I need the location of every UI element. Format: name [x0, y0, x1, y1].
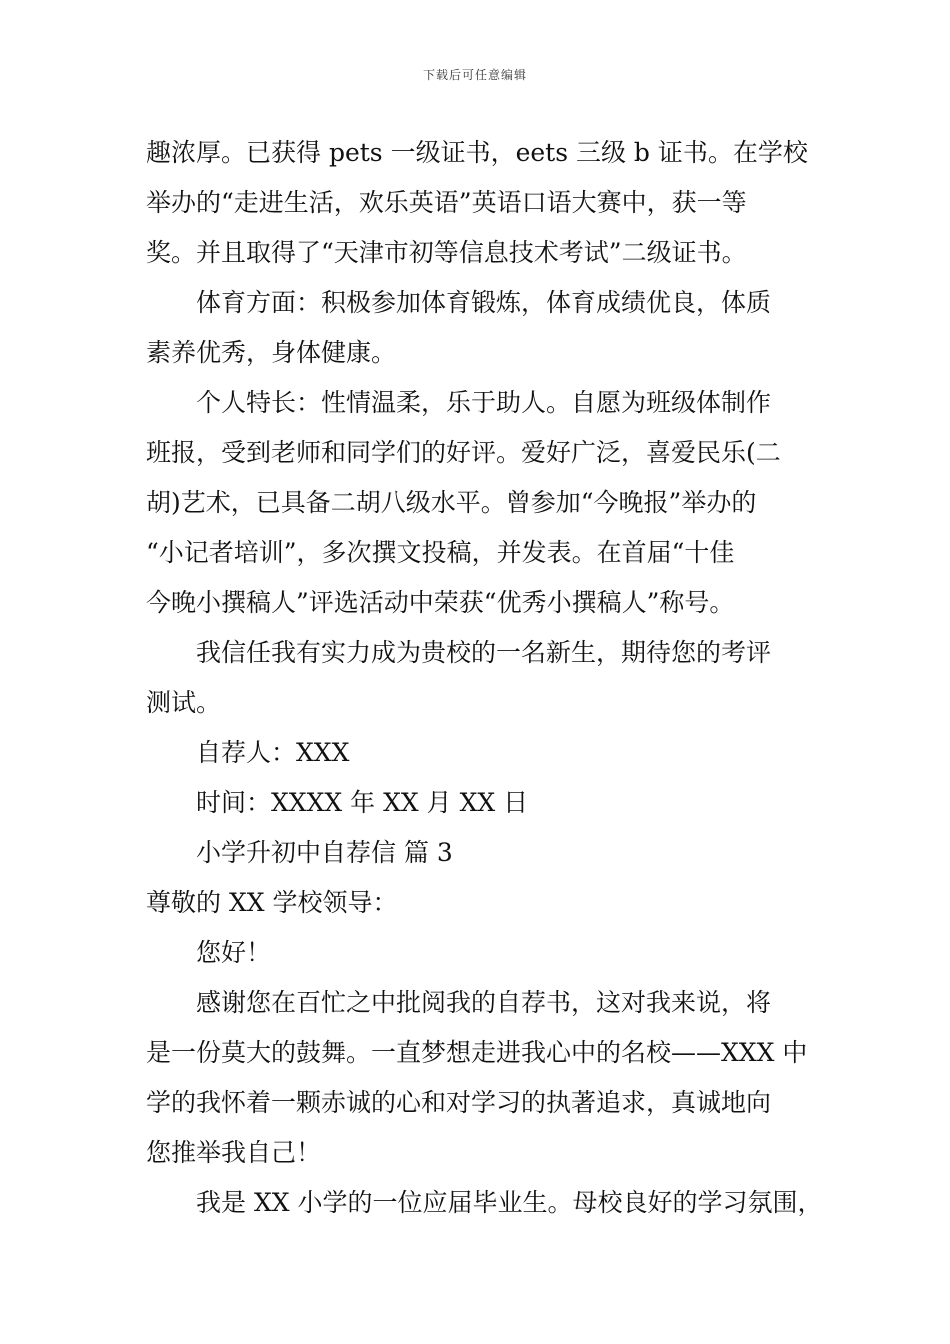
text-line: 今晚小撰稿人”评选活动中荣获“优秀小撰稿人”称号。	[146, 588, 735, 617]
document-body	[146, 128, 826, 1228]
text-line: 奖。并且取得了“天津市初等信息技术考试”二级证书。	[146, 238, 747, 267]
text-line: 我信任我有实力成为贵校的一名新生，期待您的考评	[196, 638, 772, 667]
text-line: 举办的“走进生活，欢乐英语”英语口语大赛中，获一等	[146, 188, 747, 217]
text-line: “小记者培训”，多次撰文投稿，并发表。在首届“十佳	[146, 538, 735, 567]
text-line: 是一份莫大的鼓舞。一直梦想走进我心中的名校——XXX 中	[146, 1038, 808, 1067]
section-title: 小学升初中自荐信 篇 3	[196, 838, 453, 867]
salutation: 尊敬的 XX 学校领导：	[146, 888, 398, 917]
text-line: 个人特长：性情温柔，乐于助人。自愿为班级体制作	[196, 388, 772, 417]
signature-line: 自荐人：XXX	[196, 738, 350, 767]
text-line: 胡)艺术，已具备二胡八级水平。曾参加“今晚报”举办的	[146, 488, 757, 517]
text-line: 趣浓厚。已获得 pets 一级证书，eets 三级 b 证书。在学校	[146, 138, 808, 167]
text-line: 素养优秀，身体健康。	[146, 338, 397, 367]
text-line: 您推举我自己！	[146, 1138, 322, 1167]
greeting: 您好！	[196, 938, 272, 967]
text-line: 我是 XX 小学的一位应届毕业生。母校良好的学习氛围，	[196, 1188, 823, 1217]
text-line: 学的我怀着一颗赤诚的心和对学习的执著追求，真诚地向	[146, 1088, 772, 1117]
text-line: 班报，受到老师和同学们的好评。爱好广泛，喜爱民乐(二	[146, 438, 781, 467]
page-header-note: 下载后可任意编辑	[422, 68, 527, 82]
text-line: 感谢您在百忙之中批阅我的自荐书，这对我来说，将	[196, 988, 772, 1017]
text-line: 测试。	[146, 688, 222, 717]
date-line: 时间：XXXX 年 XX 月 XX 日	[196, 788, 529, 817]
text-line: 体育方面：积极参加体育锻炼，体育成绩优良，体质	[196, 288, 772, 317]
